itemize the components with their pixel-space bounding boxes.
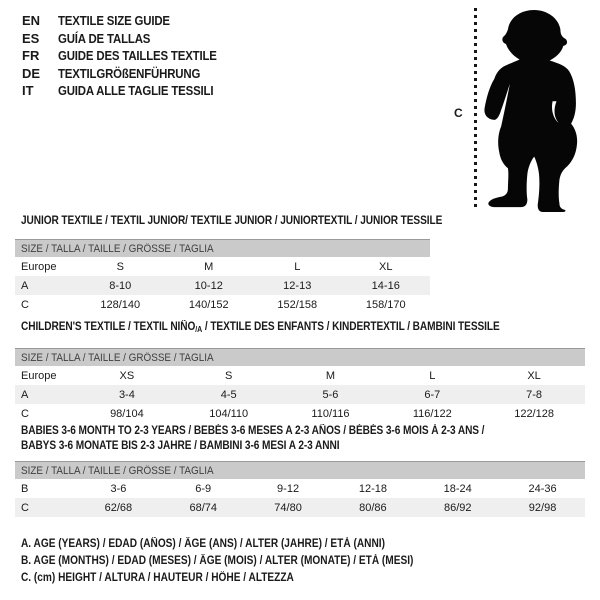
age-cell: 24-36 — [528, 482, 557, 495]
table-row-height — [15, 295, 430, 314]
age-cell: 12-18 — [358, 482, 387, 495]
toddler-silhouette-icon — [483, 8, 596, 212]
legend-notes — [21, 536, 467, 587]
height-cell: 68/74 — [189, 501, 217, 514]
legend-note-text: A. AGE (YEARS) / EDAD (AÑOS) / ÂGE (ANS) / ALTER (JAHRE) / ETÀ (ANNI) — [21, 538, 385, 550]
size-header-bar — [15, 348, 585, 366]
title-subscript: /A — [195, 325, 203, 334]
title-line: BABIES 3-6 MONTH TO 2-3 YEARS / BEBÉS 3-6 MESES A 2-3 AÑOS / BÉBÉS 3-6 MOIS À 2-3 ANS / — [21, 425, 485, 437]
size-cell: L — [429, 369, 436, 382]
row-label: Europe — [21, 369, 57, 382]
age-cell: 4-5 — [220, 388, 237, 401]
height-cell: 80/86 — [359, 501, 387, 514]
age-cell: 7-8 — [526, 388, 543, 401]
age-cell: 10-12 — [194, 279, 223, 292]
legend-note-text: C. (cm) HEIGHT / ALTURA / HAUTEUR / HÖHE / ALTEZZA — [21, 572, 294, 584]
language-code: DE — [22, 65, 41, 81]
age-cell: 18-24 — [443, 482, 472, 495]
babies-size-table — [15, 461, 585, 517]
size-header-bar — [15, 239, 430, 257]
language-label: GUÍA DE TALLAS — [58, 30, 151, 46]
legend-note-a — [21, 536, 467, 553]
height-cell: 122/128 — [514, 407, 554, 420]
row-label: C — [21, 298, 29, 311]
age-cell: 14-16 — [371, 279, 400, 292]
size-cell: L — [294, 260, 301, 273]
height-cell: 98/104 — [110, 407, 144, 420]
age-cell: 3-6 — [110, 482, 127, 495]
age-cell: 9-12 — [277, 482, 300, 495]
size-header-bar — [15, 461, 585, 479]
title-text: / TEXTILE DES ENFANTS / KINDERTEXTIL / BAMBINI TESSILE — [202, 321, 500, 333]
size-header-label: SIZE / TALLA / TAILLE / GRÖSSE / TAGLIA — [21, 351, 214, 364]
table-row-age-months — [15, 479, 585, 498]
children-size-table — [15, 348, 585, 423]
language-row-de — [22, 65, 238, 83]
size-cell: S — [225, 369, 233, 382]
size-cell: M — [204, 260, 214, 273]
age-cell: 6-9 — [195, 482, 212, 495]
language-label: GUIDA ALLE TAGLIE TESSILI — [58, 83, 214, 99]
language-row-en — [22, 12, 238, 30]
table-row-height — [15, 498, 585, 517]
row-label: Europe — [21, 260, 57, 273]
age-cell: 5-6 — [322, 388, 339, 401]
height-cell: 140/152 — [188, 298, 229, 311]
language-list — [22, 12, 238, 100]
legend-note-b — [21, 553, 467, 570]
language-row-fr — [22, 47, 238, 65]
height-cell: 128/140 — [100, 298, 141, 311]
language-code: FR — [22, 48, 40, 64]
age-cell: 12-13 — [283, 279, 312, 292]
height-cell: 152/158 — [277, 298, 318, 311]
junior-table-title: JUNIOR TEXTILE / TEXTIL JUNIOR/ TEXTILE JUNIOR / JUNIORTEXTIL / JUNIOR TESSILE — [21, 215, 443, 227]
size-cell: XL — [379, 260, 393, 273]
title-text: CHILDREN'S TEXTILE / TEXTIL NIÑO — [21, 321, 196, 333]
height-cell: 104/110 — [209, 407, 249, 420]
language-label: TEXTILGRÖßENFÜHRUNG — [58, 65, 201, 81]
height-cell: 92/98 — [528, 501, 557, 514]
height-measure-dashed-line — [474, 8, 477, 210]
age-cell: 8-10 — [109, 279, 132, 292]
children-table-title — [21, 321, 500, 334]
size-header-label: SIZE / TALLA / TAILLE / GRÖSSE / TAGLIA — [21, 464, 214, 477]
language-label: GUIDE DES TAILLES TEXTILE — [58, 48, 217, 64]
age-cell: 6-7 — [424, 388, 441, 401]
row-label: C — [21, 501, 29, 514]
height-cell: 110/116 — [311, 407, 350, 420]
language-code: EN — [22, 13, 41, 28]
language-code: IT — [22, 83, 34, 99]
table-row-age — [15, 276, 430, 295]
size-cell: XL — [527, 369, 541, 382]
size-cell: M — [325, 369, 336, 382]
row-label: C — [21, 407, 29, 420]
age-cell: 3-4 — [118, 388, 135, 401]
babies-table-title — [21, 424, 484, 453]
height-cell: 86/92 — [443, 501, 472, 514]
table-row-height — [15, 404, 585, 423]
title-line: BABYS 3-6 MONATE BIS 2-3 JAHRE / BAMBINI 3-6 MESI A 2-3 ANNI — [21, 439, 340, 452]
row-label: B — [21, 482, 29, 495]
size-cell: XS — [119, 369, 135, 382]
table-row-age — [15, 385, 585, 404]
table-row-europe — [15, 257, 430, 276]
height-cell: 74/80 — [274, 501, 302, 514]
row-label: A — [21, 388, 29, 401]
language-row-es — [22, 30, 238, 48]
height-cell: 158/170 — [365, 298, 406, 311]
size-cell: S — [116, 260, 124, 273]
legend-note-text: B. AGE (MONTHS) / EDAD (MESES) / ÂGE (MOIS) / ALTER (MONATE) / ETÀ (MESI) — [21, 555, 414, 567]
junior-size-table — [15, 239, 430, 314]
language-code: ES — [22, 30, 40, 46]
language-row-it — [22, 82, 238, 100]
language-label: TEXTILE SIZE GUIDE — [58, 13, 170, 28]
table-row-europe — [15, 366, 585, 385]
height-measure-label: C — [454, 106, 463, 120]
legend-note-c — [21, 570, 467, 587]
row-label: A — [21, 279, 29, 292]
height-cell: 62/68 — [104, 501, 133, 514]
height-cell: 116/122 — [412, 407, 452, 420]
size-header-label: SIZE / TALLA / TAILLE / GRÖSSE / TAGLIA — [21, 242, 214, 255]
